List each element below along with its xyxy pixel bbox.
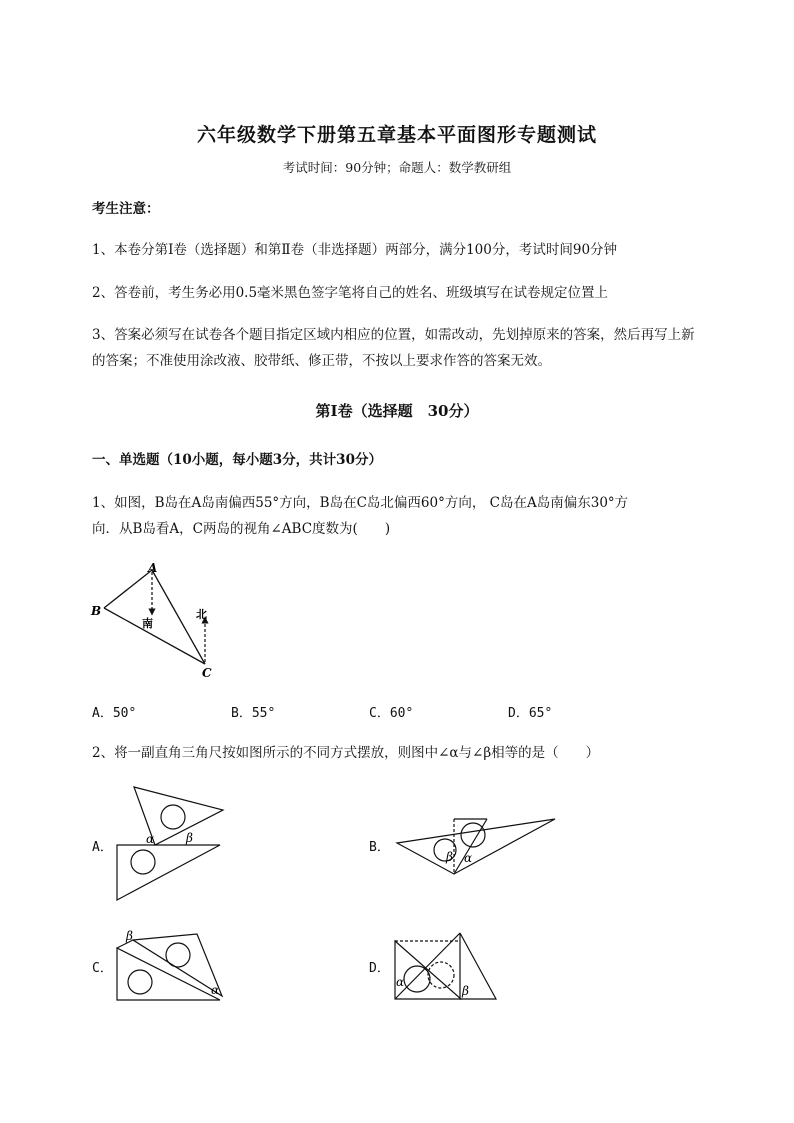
q2-figure-d [390, 928, 502, 1004]
q1-option-a[interactable]: A．50° [92, 706, 137, 721]
q2-option-c[interactable]: C． [92, 961, 113, 976]
page-subtitle: 考试时间：90分钟；命题人：数学教研组 [282, 160, 512, 175]
q1-label-A: A [148, 561, 158, 575]
notice-item-3: 3、答案必须写在试卷各个题目指定区域内相应的位置，如需改动，先划掉原来的答案，然后再写上新 [92, 327, 695, 343]
q2c-beta: β [126, 929, 133, 943]
notice-heading: 考生注意： [92, 201, 160, 217]
q1-figure [86, 560, 226, 685]
q1-label-B: B [91, 604, 102, 618]
notice-item-2: 2、答卷前，考生务必用0.5毫米黑色签字笔将自己的姓名、班级填写在试卷规定位置上 [92, 285, 609, 301]
q2d-beta: β [462, 984, 469, 998]
page-title: 六年级数学下册第五章基本平面图形专题测试 [196, 124, 597, 146]
q1-text-line1: 1、如图，B岛在A岛南偏西55°方向，B岛在C岛北偏西60°方向， C岛在A岛南偏东30°方 [92, 495, 629, 511]
q2b-beta: β [446, 850, 453, 864]
q2a-beta: β [186, 831, 193, 845]
q2-option-a[interactable]: A． [92, 840, 113, 855]
q2a-alpha: α [146, 832, 155, 846]
q2-option-b[interactable]: B． [369, 840, 390, 855]
q2d-alpha: α [396, 975, 405, 989]
section-title: 第Ⅰ卷（选择题 30分） [315, 402, 479, 420]
q2-option-d[interactable]: D． [369, 961, 390, 976]
q2-figure-b [390, 810, 562, 880]
q1-label-south: 南 [142, 617, 153, 630]
q1-option-c[interactable]: C．60° [369, 706, 414, 721]
q1-option-d[interactable]: D．65° [508, 706, 553, 721]
q2-text: 2、将一副直角三角尺按如图所示的不同方式摆放，则图中∠α与∠β相等的是（ ） [92, 745, 600, 761]
part-title: 一、单选题（10小题，每小题3分，共计30分） [92, 452, 382, 468]
q2-figure-c [110, 925, 230, 1005]
q1-text-line2: 向．从B岛看A，C两岛的视角∠ABC度数为( ) [92, 521, 391, 537]
q1-label-north: 北 [196, 608, 207, 621]
q1-label-C: C [202, 666, 212, 680]
q1-edge-AB [104, 570, 152, 608]
q2b-alpha: α [464, 851, 473, 865]
notice-item-3-cont: 的答案；不准使用涂改液、胶带纸、修正带，不按以上要求作答的答案无效。 [92, 353, 551, 369]
notice-item-1: 1、本卷分第Ⅰ卷（选择题）和第Ⅱ卷（非选择题）两部分，满分100分，考试时间90分钟 [92, 242, 618, 258]
q2c-alpha: α [211, 983, 220, 997]
q1-option-b[interactable]: B．55° [231, 706, 276, 721]
q2-figure-a [110, 782, 230, 904]
